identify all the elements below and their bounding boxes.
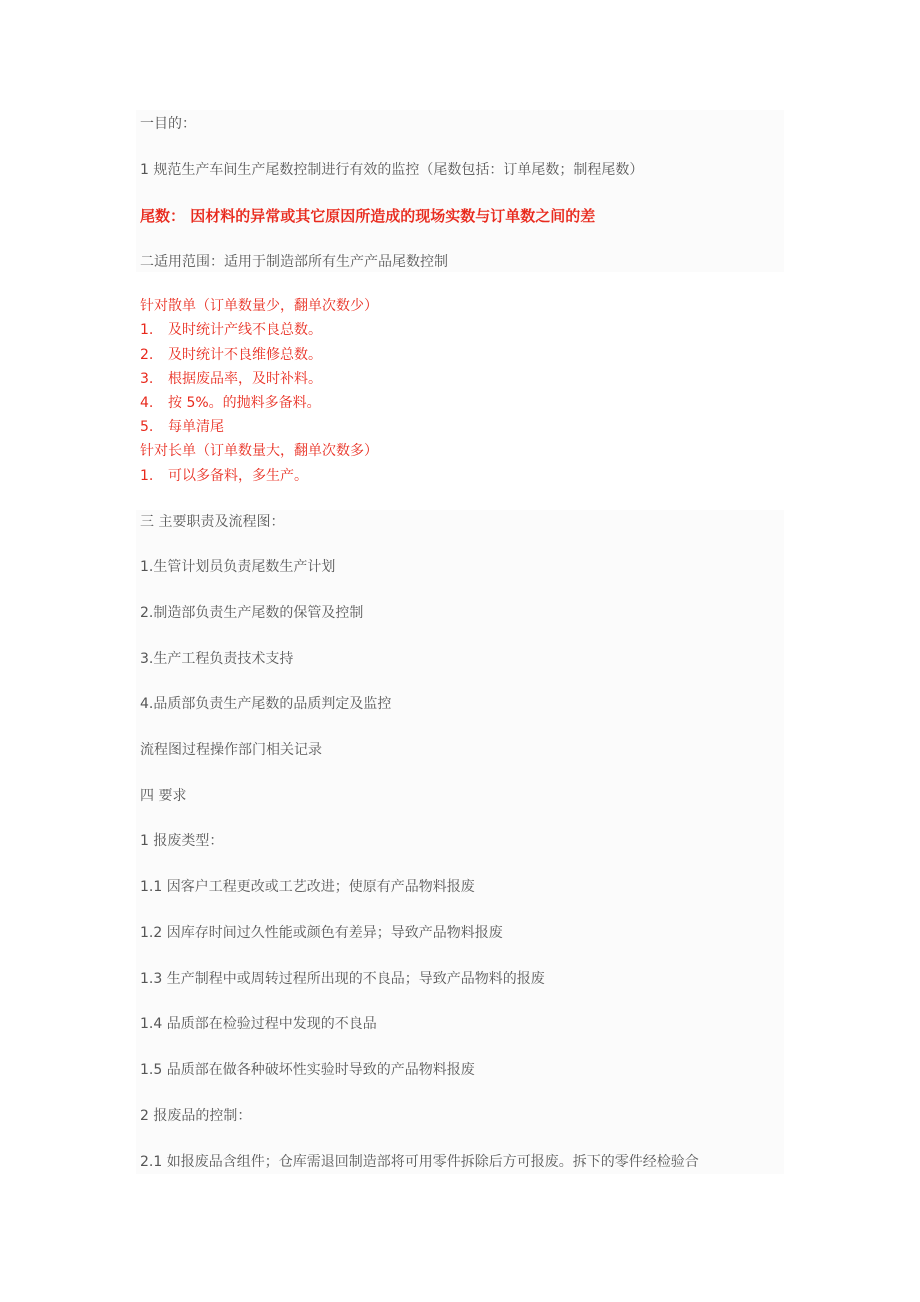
requirement-item: 1.2 因库存时间过久性能或颜色有差异；导致产品物料报废 (140, 925, 503, 941)
item-text: 每单清尾 (168, 419, 224, 435)
item-number: 4. (140, 395, 154, 411)
scattered-item (140, 345, 322, 365)
scattered-item (140, 369, 322, 389)
responsibility-item: 1.生管计划员负责尾数生产计划 (140, 559, 336, 575)
requirement-item: 2 报废品的控制： (140, 1108, 252, 1124)
requirement-item: 1.5 品质部在做各种破坏性实验时导致的产品物料报废 (140, 1062, 475, 1078)
requirement-item: 1.4 品质部在检验过程中发现的不良品 (140, 1016, 377, 1032)
responsibility-item: 3.生产工程负责技术支持 (140, 651, 294, 667)
requirement-item: 1.3 生产制程中或周转过程所出现的不良品；导致产品物料的报废 (140, 971, 545, 987)
scattered-item (140, 320, 322, 340)
responsibility-item: 2.制造部负责生产尾数的保管及控制 (140, 605, 364, 621)
long-order-title: 针对长单（订单数量大，翻单次数多） (140, 443, 378, 459)
item-text: 根据废品率，及时补料。 (168, 371, 322, 387)
section-4-heading: 四 要求 (140, 788, 187, 804)
item-number: 1. (140, 468, 154, 484)
long-item (140, 466, 308, 486)
section-2-heading: 二适用范围：适用于制造部所有生产产品尾数控制 (140, 254, 448, 270)
section-3-heading: 三 主要职责及流程图： (140, 514, 285, 530)
scattered-order-title: 针对散单（订单数量少，翻单次数少） (140, 298, 378, 314)
scattered-item (140, 393, 321, 413)
item-text: 及时统计不良维修总数。 (168, 347, 322, 363)
requirement-item: 2.1 如报废品含组件；仓库需退回制造部将可用零件拆除后方可报废。拆下的零件经检验合 (140, 1154, 699, 1170)
scattered-item (140, 417, 224, 437)
tail-definition: 尾数： 因材料的异常或其它原因所造成的现场实数与订单数之间的差 (140, 207, 596, 225)
shaded-block-1 (136, 110, 784, 272)
requirement-item: 1 报废类型： (140, 833, 224, 849)
item-text: 及时统计产线不良总数。 (168, 322, 322, 338)
requirement-item: 1.1 因客户工程更改或工艺改进；使原有产品物料报废 (140, 879, 475, 895)
item-number: 1. (140, 322, 154, 338)
item-number: 2. (140, 347, 154, 363)
item-text: 按 5%。的抛料多备料。 (168, 395, 321, 411)
item-number: 5. (140, 419, 154, 435)
section-1-heading: 一目的： (140, 116, 196, 132)
responsibility-item: 4.品质部负责生产尾数的品质判定及监控 (140, 696, 392, 712)
item-number: 3. (140, 371, 154, 387)
purpose-item-1: 1 规范生产车间生产尾数控制进行有效的监控（尾数包括：订单尾数；制程尾数） (140, 162, 644, 178)
flowchart-note: 流程图过程操作部门相关记录 (140, 742, 322, 758)
item-text: 可以多备料，多生产。 (168, 468, 308, 484)
